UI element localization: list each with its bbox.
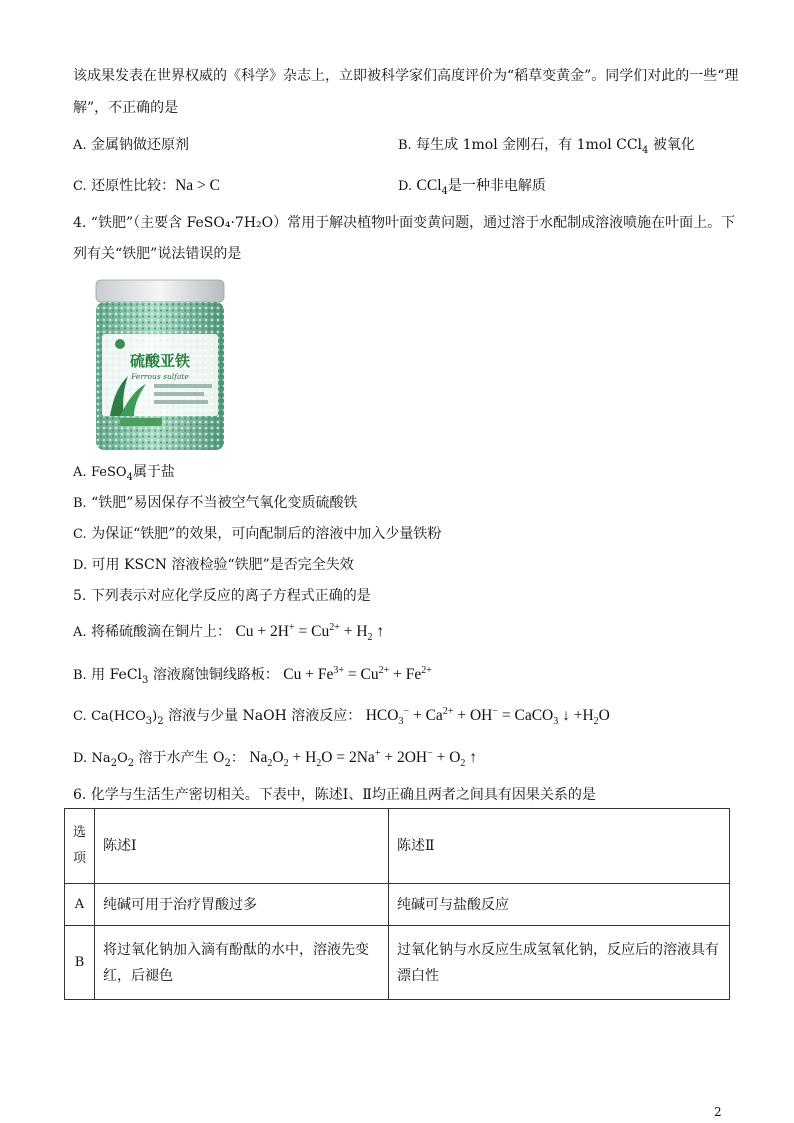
option-text: 还原性比较：: [91, 178, 176, 194]
option-label: D.: [73, 751, 88, 766]
math-expression: CCl: [416, 177, 442, 194]
row-statement-1: 将过氧化钠加入滴有酚酞的水中，溶液先变红，后褪色: [95, 926, 389, 1000]
q4-option-a[interactable]: [73, 462, 175, 483]
option-text: 可用 KSCN 溶液检验“铁肥”是否完全失效: [91, 557, 354, 573]
option-text: ：: [230, 750, 245, 766]
subscript: 2: [224, 757, 231, 769]
option-label: B.: [73, 668, 87, 683]
intro-line-2: 解”，不正确的是: [73, 100, 179, 116]
row-option: A: [65, 884, 95, 926]
option-label: A.: [73, 625, 87, 640]
ionic-equation: $Cu + Fe^{3+} = Cu^{2+} + Fe^{2+}$: [283, 664, 432, 683]
formula: Ca(HCO: [91, 709, 146, 724]
q5-option-a[interactable]: [73, 622, 384, 643]
formula: FeSO: [90, 465, 127, 480]
subscript: 4: [126, 471, 133, 483]
q5-option-b[interactable]: [73, 665, 432, 686]
q4-stem-line-2: 列有关“铁肥”说法错误的是: [73, 246, 242, 262]
option-label: C.: [73, 527, 87, 542]
header-statement-2: 陈述Ⅱ: [389, 809, 730, 884]
jar-title: 硫酸亚铁: [129, 352, 191, 370]
option-label: A.: [73, 465, 87, 480]
option-label: D.: [73, 558, 88, 573]
option-label: C.: [73, 179, 87, 194]
option-text: 为保证“铁肥”的效果，可向配制后的溶液中加入少量铁粉: [91, 526, 442, 542]
subscript: 2: [127, 757, 135, 769]
option-text: 用 FeCl: [91, 667, 143, 683]
brand-logo-icon: [115, 339, 125, 349]
formula: ): [152, 709, 158, 724]
option-text: 溶液与少量 NaOH 溶液反应：: [163, 708, 362, 724]
jar-subtitle: Ferrous sulfate: [131, 372, 189, 381]
q4-option-c[interactable]: [73, 524, 441, 545]
option-text-end: 溶液腐蚀铜线路板：: [148, 667, 279, 683]
option-label: B.: [73, 496, 87, 511]
math-expression: Na > C: [175, 177, 220, 194]
q4-stem-line-1: 4. “铁肥”（主要含 FeSO₄·7H₂O）常用于解决植物叶面变黄问题，通过溶于水配制成溶液喷施在叶面上。下: [73, 215, 736, 231]
subscript: 2: [110, 757, 118, 769]
option-label: C.: [73, 709, 87, 724]
header-option: 选项: [65, 809, 95, 884]
option-label: A.: [73, 138, 87, 153]
q6-statement-table: [64, 808, 730, 1000]
ionic-equation: $HCO_3^- + Ca^{2+} + OH^-$ = CaCO$_3$ ↓ $+H_2O$: [365, 705, 610, 728]
q3-option-b[interactable]: [398, 135, 695, 156]
option-text: 金属钠做还原剂: [90, 137, 189, 153]
q3-option-c[interactable]: [73, 176, 220, 197]
row-statement-1: 纯碱可用于治疗胃酸过多: [95, 884, 389, 926]
row-statement-2: 过氧化钠与水反应生成氢氧化钠，反应后的溶液具有漂白性: [389, 926, 730, 1000]
intro-line-1: 该成果发表在世界权威的《科学》杂志上，立即被科学家们高度评价为“稻草变黄金”。同学们对此的一些“理: [73, 68, 739, 84]
subscript: 3: [142, 674, 149, 686]
ionic-equation: $Na_2O_2 + H_2O = 2Na^+ + 2OH^- + O_2$ ↑: [249, 747, 478, 770]
option-label: D.: [398, 179, 413, 194]
formula: Na: [91, 751, 111, 766]
table-row[interactable]: [65, 926, 730, 1000]
ionic-equation: $Cu + 2H^+ = Cu^{2+} + H_2$ ↑: [235, 621, 385, 644]
q3-option-d[interactable]: [398, 176, 546, 197]
option-text: “铁肥”易因保存不当被空气氧化变质硫酸铁: [91, 495, 358, 511]
ferrous-sulfate-jar-image: [90, 276, 230, 456]
subscript: 3: [145, 715, 153, 727]
header-statement-1: 陈述Ⅰ: [95, 809, 389, 884]
subscript: 2: [157, 715, 164, 727]
option-label: B.: [398, 138, 412, 153]
table-header-row: [65, 809, 730, 884]
formula: O: [117, 751, 128, 766]
q3-option-a[interactable]: [73, 135, 189, 156]
option-text: 是一种非电解质: [447, 178, 546, 194]
q5-option-d[interactable]: [73, 748, 477, 769]
page-number: 2: [714, 1105, 722, 1119]
option-text: 属于盐: [132, 464, 175, 480]
q4-option-b[interactable]: [73, 493, 357, 514]
subscript: 4: [642, 144, 649, 156]
row-statement-2: 纯碱可与盐酸反应: [389, 884, 730, 926]
subscript: 4: [441, 185, 448, 197]
q4-option-d[interactable]: [73, 555, 354, 576]
option-text: 溶于水产生 O: [134, 750, 225, 766]
q5-stem: 5. 下列表示对应化学反应的离子方程式正确的是: [73, 588, 371, 604]
q5-option-c[interactable]: [73, 706, 610, 727]
table-row[interactable]: [65, 884, 730, 926]
row-option: B: [65, 926, 95, 1000]
option-text: 将稀硫酸滴在铜片上：: [90, 624, 231, 640]
option-text: 每生成 1mol 金刚石，有 1mol CCl: [416, 137, 643, 153]
q6-stem: 6. 化学与生活生产密切相关。下表中，陈述Ⅰ、Ⅱ均正确且两者之间具有因果关系的是: [73, 787, 596, 803]
option-text-end: 被氧化: [648, 137, 695, 153]
